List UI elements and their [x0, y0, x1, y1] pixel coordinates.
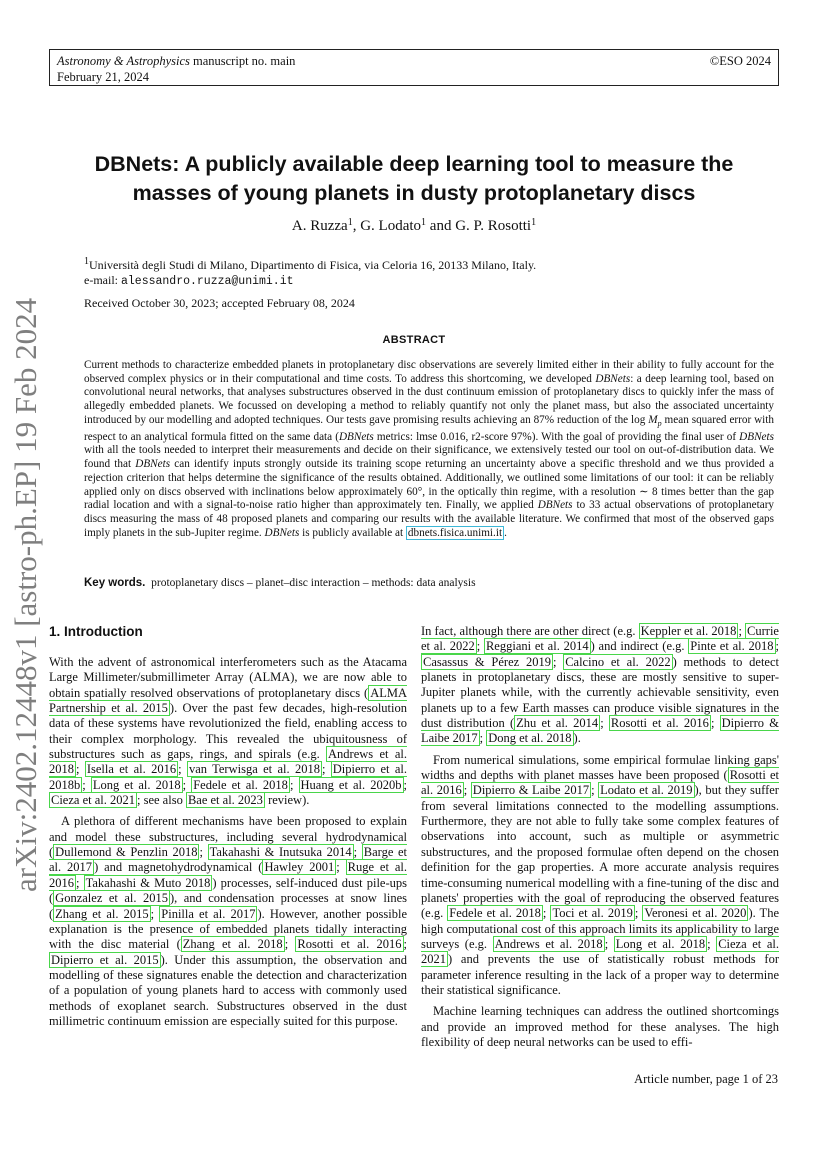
citation-link[interactable]: Rosotti et al. 2016	[610, 716, 709, 731]
citation-link[interactable]: Dipierro et al. 2018b	[49, 762, 407, 792]
body-text: ). Over the past few decades, high-resolution data of these systems have revolutionized the field, enabling access to their complex morphology. This revealed the ubiquitousness of substructures such as gaps, rings, and spirals (e.g.	[49, 701, 407, 762]
citation-link[interactable]: Calcino et al. 2022	[565, 654, 671, 669]
paragraph	[421, 753, 779, 999]
abstract-body	[84, 359, 774, 540]
citation-separator: ;	[591, 783, 599, 798]
abstract-heading: ABSTRACT	[382, 334, 446, 346]
citation-separator: ;	[321, 762, 331, 777]
body-text: ). The high computational cost of this approach limits its applicability to large surveys (e.g.	[421, 906, 779, 951]
citation-link[interactable]: Rosotti et al. 2016	[421, 768, 779, 798]
citation-link[interactable]: Dong et al. 2018	[488, 731, 572, 746]
author-separator: ,	[352, 218, 361, 234]
citation-link[interactable]: Fedele et al. 2018	[449, 906, 541, 921]
citation-separator: ;	[178, 762, 187, 777]
citation-link[interactable]: Andrews et al. 2018	[49, 747, 407, 777]
tool-name: DBNets	[135, 458, 171, 471]
citation-link[interactable]: Lodato et al. 2019	[600, 783, 693, 798]
citation-separator: ;	[476, 639, 484, 654]
citation-link[interactable]: Barge et al. 2017	[49, 845, 407, 875]
body-text: review).	[264, 793, 310, 808]
header-copyright: ©ESO 2024	[709, 54, 771, 68]
citation-link[interactable]: Andrews et al. 2018	[494, 936, 603, 951]
paragraph	[421, 1004, 779, 1050]
citation-separator: ;	[542, 906, 551, 921]
body-text: ) processes, self-induced dust pile-ups (	[49, 875, 407, 906]
citation-link[interactable]: Dipierro & Laibe 2017	[472, 783, 590, 798]
citation-separator: ;	[775, 639, 779, 654]
citation-link[interactable]: Fedele et al. 2018	[193, 777, 288, 792]
author-name: A. Ruzza	[291, 218, 348, 234]
body-text: ), but they suffer from several limitations connected to the modelling assumptions. Furthermore, they are not able to fully take some complex features of observations into account, such as multiple or asymmetric substructures, and the proposed formulae often depend on the chosen definition for the gap properties. A more accurate analysis requires time-consuming numerical modelling with a fine-tuning of the disc and planets' properties with the goal of reproducing the observed features (e.g.	[421, 783, 779, 921]
citation-link[interactable]: Cieza et al. 2021	[421, 936, 779, 967]
affiliation-mark: 1	[347, 217, 353, 228]
author-name: G. Lodato	[360, 218, 422, 234]
citation-link[interactable]: Takahashi & Muto 2018	[85, 875, 211, 890]
math-subscript: p	[657, 419, 662, 429]
tool-name: DBNets	[595, 372, 631, 385]
citation-link[interactable]: Long et al. 2018	[92, 777, 181, 792]
citation-link[interactable]: Zhang et al. 2018	[182, 937, 283, 952]
math-symbol: M	[648, 413, 658, 426]
abstract-text: Current methods to characterize embedded planets in protoplanetary disc observations are severely limited either in their ability to fully account for the observed complex physics or in their computational and time costs. To address this shortcoming, we developed	[84, 359, 774, 385]
citation-link[interactable]: Dipierro & Laibe 2017	[421, 716, 779, 746]
citation-link[interactable]: Bae et al. 2023	[187, 793, 263, 808]
affiliation-mark: 1	[421, 217, 427, 228]
body-text: ). Under this assumption, the observation and modelling of these signatures enable the detection and characterization of a population of young planets hard to access with commonly used methods of exoplanet search. Substructures observed in the dust millimetric continuum emission are especially suited for this purpose.	[49, 952, 407, 1028]
citation-separator: ;	[634, 906, 643, 921]
body-text: ).	[573, 731, 581, 746]
citation-separator: ;	[604, 936, 614, 951]
paper-title: DBNets: A publicly available deep learning tool to measure the masses of young planets in dusty protoplanetary discs	[94, 152, 734, 205]
keywords	[84, 576, 774, 590]
citation-link[interactable]: Takahashi & Inutsuka 2014	[209, 845, 352, 860]
citation-link[interactable]: Dullemond & Penzlin 2018	[55, 845, 198, 860]
body-text: ; see also	[137, 793, 186, 808]
journal-name: Astronomy & Astrophysics	[57, 54, 190, 68]
body-text: ) and prevents the use of statistically robust methods for parameter inference resulting in the lack of a proper way to determine their statistical significance.	[421, 952, 779, 997]
affiliation-mark: 1	[531, 217, 537, 228]
citation-separator: ;	[600, 716, 609, 731]
citation-separator: ;	[336, 860, 346, 875]
citation-separator: ;	[479, 731, 487, 746]
paragraph	[49, 814, 407, 1029]
citation-separator: ;	[463, 783, 471, 798]
body-text: ). However, another possible explanation is the presence of embedded planets tidally interacting with the disc material (	[49, 906, 408, 952]
citation-separator: ;	[82, 777, 91, 792]
citation-link[interactable]: Dipierro et al. 2015	[51, 952, 159, 967]
body-text: A plethora of different mechanisms have been proposed to explain and model these substructures, including several hydrodynamical (	[49, 814, 407, 860]
abstract-text: with all the tools needed to interpret their measurements and decide on their significance, we extensively tested our tool on out-of-distribution data. We found that	[84, 444, 774, 471]
body-text: With the advent of astronomical interferometers such as the Atacama Large Millimeter/submillimeter Array (ALMA), we are now able to obtain spatially resolved observations of protoplanetary discs (	[49, 655, 407, 700]
citation-link[interactable]: Toci et al. 2019	[552, 906, 633, 921]
citation-separator: ;	[284, 937, 296, 952]
author-separator: and	[426, 218, 456, 234]
header-journal-info	[57, 53, 295, 85]
citation-link[interactable]: Hawley 2001	[264, 860, 335, 875]
citation-separator: ;	[738, 624, 746, 638]
abstract-text: mean squared error with respect to an analytical formula fitted on the same data (	[84, 413, 774, 443]
citation-separator: ;	[150, 906, 160, 921]
section-heading: 1. Introduction	[49, 624, 143, 639]
body-text: From numerical simulations, some empirical formulae linking gaps' widths and depths with planet masses have been proposed (	[421, 752, 779, 783]
citation-separator: ;	[403, 777, 407, 792]
arxiv-watermark: arXiv:2402.12448v1 [astro-ph.EP] 19 Feb 2024	[8, 297, 43, 892]
citation-link[interactable]: Rosotti et al. 2016	[297, 937, 402, 952]
citation-link[interactable]: Long et al. 2018	[615, 936, 706, 951]
citation-separator: ;	[552, 654, 564, 669]
body-text: Machine learning techniques can address the outlined shortcomings and provide an improved method for these analyses. The high flexibility of deep neural networks can be used to effi-	[421, 1004, 779, 1049]
citation-link[interactable]: Casassus & Pérez 2019	[423, 654, 551, 669]
body-text: ) and magnetohydrodynamical (	[94, 860, 263, 875]
column-right	[421, 624, 779, 1056]
column-left	[49, 623, 407, 1035]
tool-name: DBNets	[338, 430, 374, 443]
tool-name: DBNets	[264, 526, 300, 539]
keywords-label: Key words.	[84, 577, 146, 589]
abstract-text: metrics: lmse 0.016, r2-score 97%). With the goal of providing the final user of	[373, 430, 740, 443]
citation-separator: ;	[182, 777, 192, 792]
citation-link[interactable]: Zhu et al. 2014	[516, 716, 599, 731]
abstract-text: .	[504, 526, 507, 539]
project-url-link[interactable]: dbnets.fisica.unimi.it	[407, 526, 503, 539]
tool-name: DBNets	[537, 499, 573, 512]
tool-name: DBNets	[739, 430, 774, 443]
citation-link[interactable]: Gonzalez et al. 2015	[55, 891, 168, 906]
running-header	[49, 49, 779, 86]
received-dates: Received October 30, 2023; accepted February 08, 2024	[84, 296, 355, 310]
citation-link[interactable]: Reggiani et al. 2014	[485, 639, 589, 654]
header-date: February 21, 2024	[57, 70, 149, 84]
citation-separator: ;	[710, 716, 720, 731]
keywords-text: protoplanetary discs – planet–disc interaction – methods: data analysis	[151, 577, 476, 589]
citation-link[interactable]: ALMA Partnership et al. 2015	[49, 685, 407, 716]
page-footer: Article number, page 1 of 23	[634, 1072, 778, 1086]
body-text: ) methods to detect planets in protoplanetary discs, these are mostly sensitive to super-Jupiter planets while, with the currently achievable sensitivity, even planets up to a few Earth masses can produce visible signatures in the dust distribution (	[421, 654, 779, 731]
manuscript-number: manuscript no. main	[193, 54, 296, 68]
citation-link[interactable]: Isella et al. 2016	[86, 762, 177, 777]
citation-separator: ;	[707, 936, 717, 951]
citation-separator: ;	[403, 937, 407, 952]
citation-link[interactable]: Keppler et al. 2018	[640, 624, 737, 638]
author-email[interactable]: alessandro.ruzza@unimi.it	[120, 275, 294, 288]
citation-link[interactable]: van Terwisga et al. 2018	[188, 762, 320, 777]
citation-link[interactable]: Huang et al. 2020b	[300, 777, 402, 792]
paragraph	[49, 655, 407, 808]
abstract-text: is publicly available at	[299, 526, 406, 539]
abstract-text: : a deep learning tool, based on convolutional neural networks, that analyses substructures observed in the dust continuum emission of protoplanetary discs to quickly infer the mass of allegedly embedded planets. We focussed on developing a method to reliably quantify not only the planet mass, but also the associated uncertainty introduced by our modelling and adopted techniques. Our tests gave promising results achieving an 87% reduction of the log	[84, 372, 774, 426]
citation-separator: ;	[76, 762, 85, 777]
citation-separator: ;	[199, 845, 208, 860]
affiliation	[84, 258, 774, 289]
citation-separator: ;	[76, 875, 84, 890]
paragraph	[421, 624, 779, 747]
citation-link[interactable]: Zhang et al. 2015	[55, 906, 149, 921]
citation-separator: ;	[353, 845, 362, 860]
citation-link[interactable]: Currie et al. 2022	[421, 624, 779, 654]
body-text: ) and indirect (e.g.	[590, 639, 689, 654]
abstract-text: to 33 actual observations of protoplanetary discs measuring the mass of 48 proposed planets and comparing our results with the available literature. We confirmed that most of the observed gaps imply planets in the sub-Jupiter regime.	[84, 499, 775, 539]
citation-link[interactable]: Pinilla et al. 2017	[161, 906, 256, 921]
author-name: G. P. Rosotti	[455, 218, 532, 234]
affiliation-text: Università degli Studi di Milano, Dipartimento di Fisica, via Celoria 16, 20133 Milano, Italy.	[89, 258, 537, 272]
email-label: e-mail:	[84, 273, 121, 287]
citation-link[interactable]: Pinte et al. 2018	[690, 639, 774, 654]
citation-separator: ;	[289, 777, 299, 792]
author-list	[60, 216, 768, 236]
body-text: In fact, although there are other direct (e.g.	[421, 624, 639, 638]
citation-link[interactable]: Cieza et al. 2021	[51, 793, 135, 808]
affiliation-mark: 1	[84, 256, 89, 267]
body-text: ), and condensation processes at snow lines (	[49, 891, 407, 921]
citation-link[interactable]: Ruge et al. 2016	[49, 860, 407, 890]
abstract-text: can identify inputs strongly outside its training scope returning an uncertainty above a specific threshold and we thus provided a rejection criterion that helps determine the significance of the results obtained. Additionally, we outlined some limitations of our tool: it can be reliably applied only on discs observed with inclinations below approximately 60°, in the optically thin regime, with a resolution ∼ 8 times better than the gap radial location and with a signal-to-noise ratio higher than approximately ten. Finally, we applied	[84, 458, 774, 512]
citation-link[interactable]: Veronesi et al. 2020	[644, 906, 747, 921]
